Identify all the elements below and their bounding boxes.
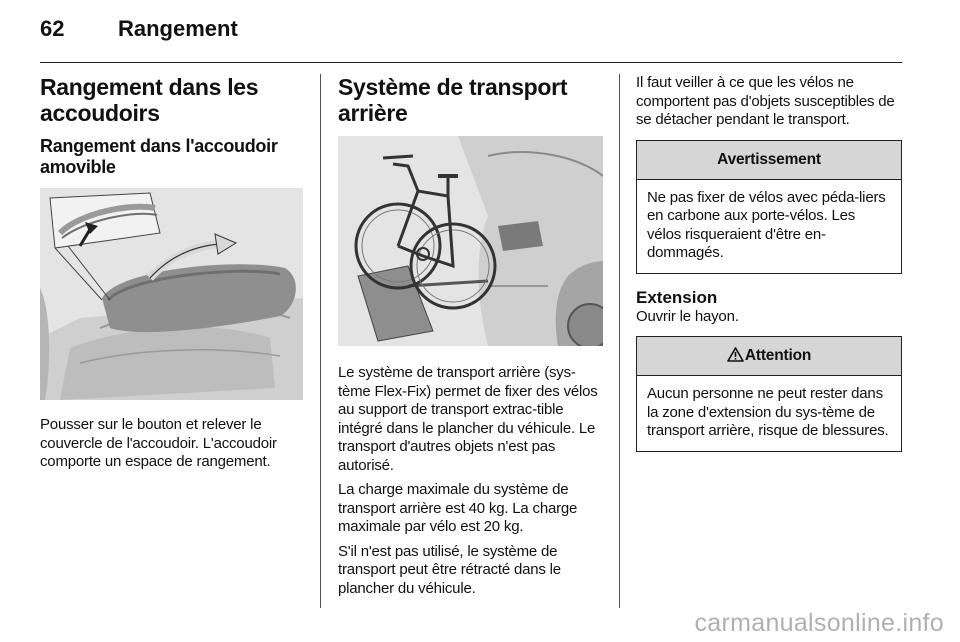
column-divider	[320, 74, 321, 608]
warning-triangle-icon	[727, 339, 744, 377]
extension-title: Extension	[636, 287, 718, 307]
attention-box	[636, 336, 902, 452]
attention-box-header	[637, 337, 901, 376]
header-rule	[40, 62, 902, 63]
attention-box-title: Attention	[744, 347, 812, 364]
warning-box	[636, 140, 902, 274]
section-title-armrest: Rangement dans les accoudoirs	[40, 74, 259, 126]
running-title: Rangement	[118, 16, 238, 41]
column-divider	[619, 74, 620, 608]
watermark: carmanualsonline.info	[694, 609, 944, 637]
paragraph-armrest: Pousser sur le bouton et relever le couvercle de l'accoudoir. L'accoudoir comporte un espace de rangement.	[40, 416, 277, 470]
column-armrest	[40, 74, 303, 478]
paragraph-intro: Il faut veiller à ce que les vélos ne comportent pas d'objets susceptibles de se détacher pendant le transport.	[636, 74, 895, 128]
bike-carrier-illustration	[338, 136, 603, 346]
extension-text: Ouvrir le hayon.	[636, 307, 739, 325]
column-rear-carrier	[338, 74, 603, 604]
paragraph-carrier-1: Le système de transport arrière (sys-tème Flex-Fix) permet de fixer des vélos au support de transport extrac-tible intégré dans le plancher du véhicule. Le transport d'autres objets n'est pas autorisé.	[338, 364, 598, 474]
paragraph-carrier-2: La charge maximale du système de transport arrière est 40 kg. La charge maximale par vélo est 20 kg.	[338, 481, 578, 535]
warning-box-title: Avertissement	[637, 141, 901, 180]
column-warnings	[636, 74, 902, 466]
sub-title-removable-armrest: Rangement dans l'accoudoir amovible	[40, 136, 278, 177]
armrest-illustration	[40, 188, 303, 400]
page-number: 62	[40, 16, 65, 41]
attention-box-text: Aucun personne ne peut rester dans la zone d'extension du sys-tème de transport arrière, risque de blessures.	[647, 385, 889, 439]
paragraph-carrier-3: S'il n'est pas utilisé, le système de transport peut être rétracté dans le plancher du véhicule.	[338, 542, 561, 597]
warning-box-text: Ne pas fixer de vélos avec péda-liers en carbone aux porte-vélos. Les vélos risqueraient d'être en-dommagés.	[647, 188, 886, 261]
section-title-rear-carrier: Système de transport arrière	[338, 74, 568, 126]
